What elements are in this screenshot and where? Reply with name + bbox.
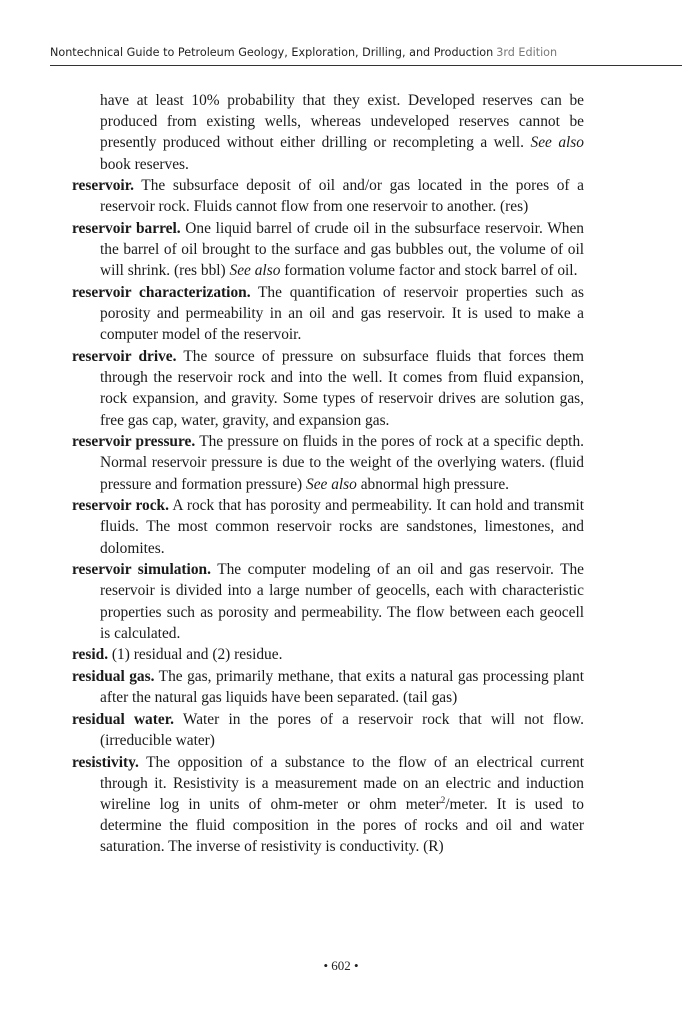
running-header	[50, 46, 682, 59]
continued-entry	[72, 90, 584, 175]
glossary-entry	[72, 431, 584, 495]
glossary-entry	[72, 644, 584, 665]
glossary-entry	[72, 559, 584, 644]
glossary-entry	[72, 709, 584, 751]
edition-label: 3rd Edition	[496, 46, 558, 59]
entry-definition: The quantification of reservoir properties such as porosity and permeability in an oil and gas reservoir. It is used to make a computer model of the reservoir.	[100, 284, 584, 344]
continued-text: have at least 10% probability that they exist. Developed reserves can be produced from existing wells, whereas undeveloped reserves cannot be presently produced without either drilling or recompleting a well.	[100, 92, 584, 152]
entry-definition: The opposition of a substance to the flow of an electrical current through it. Resistivity is a measurement made on an electric and induction wireline log in units of ohm-meter or ohm meter	[100, 753, 584, 813]
entry-term: reservoir.	[72, 177, 134, 195]
entry-definition: The subsurface deposit of oil and/or gas located in the pores of a reservoir rock. Fluids cannot flow from one reservoir to another. (res)	[100, 177, 584, 216]
entry-definition: The source of pressure on subsurface fluids that forces them through the reservoir rock and into the well. It comes from fluid expansion, rock expansion, and gravity. Some types of reservoir drives are solution gas, free gas cap, water, gravity, and expansion gas.	[100, 348, 584, 429]
entry-definition-tail: /meter. It is used to determine the fluid composition in the pores of rocks and oil and water saturation. The inverse of resistivity is conductivity. (R)	[100, 796, 584, 856]
glossary-entry	[72, 282, 584, 346]
see-also-label: See also	[530, 134, 584, 152]
header-rule	[50, 65, 682, 66]
entry-definition: The gas, primarily methane, that exits a natural gas processing plant after the natural gas liquids have been separated. (tail gas)	[100, 668, 584, 707]
entry-term: reservoir barrel.	[72, 220, 181, 237]
glossary-entry-resistivity	[72, 752, 584, 858]
entry-definition: One liquid barrel of crude oil in the subsurface reservoir. When the barrel of oil brought to the surface and gas bubbles out, the volume of oil will shrink. (res bbl)	[100, 220, 584, 280]
entry-term: reservoir simulation.	[72, 561, 211, 579]
superscript: 2	[440, 794, 446, 805]
glossary-entry	[72, 218, 584, 282]
entry-term: reservoir drive.	[72, 348, 177, 365]
entry-definition-tail: abnormal high pressure.	[356, 475, 510, 493]
glossary-entry	[72, 346, 584, 431]
entry-term: reservoir pressure.	[72, 433, 196, 451]
entry-definition: The computer modeling of an oil and gas reservoir. The reservoir is divided into a large number of geocells, each with characteristic properties such as porosity and permeability. The flow between each geocell is calculated.	[100, 561, 584, 642]
glossary-entry	[72, 666, 584, 708]
book-title: Nontechnical Guide to Petroleum Geology, Exploration, Drilling, and Production	[50, 46, 494, 59]
entry-term: resistivity.	[72, 753, 139, 771]
entry-term: reservoir rock.	[72, 497, 169, 515]
entry-definition: (1) residual and (2) residue.	[108, 646, 283, 664]
see-also-label: See also	[306, 475, 357, 493]
entry-term: reservoir characterization.	[72, 284, 251, 301]
entry-definition-tail: formation volume factor and stock barrel of oil.	[280, 262, 578, 280]
glossary-entry	[72, 495, 584, 559]
page-number: • 602 •	[323, 958, 359, 973]
entry-definition: The pressure on fluids in the pores of rock at a specific depth. Normal reservoir pressure is due to the weight of the overlying waters. (fluid pressure and formation pressure)	[100, 433, 584, 493]
entry-definition: Water in the pores of a reservoir rock that will not flow. (irreducible water)	[100, 710, 584, 749]
continued-tail: book reserves.	[100, 155, 189, 173]
glossary-entry	[72, 175, 584, 217]
entry-term: resid.	[72, 646, 109, 664]
entry-definition: A rock that has porosity and permeability. It can hold and transmit fluids. The most common reservoir rocks are sandstones, limestones, and dolomites.	[100, 497, 585, 557]
see-also-label: See also	[229, 262, 281, 280]
entry-term: residual gas.	[72, 668, 155, 685]
glossary-body	[72, 90, 584, 858]
entry-term: residual water.	[72, 710, 174, 728]
